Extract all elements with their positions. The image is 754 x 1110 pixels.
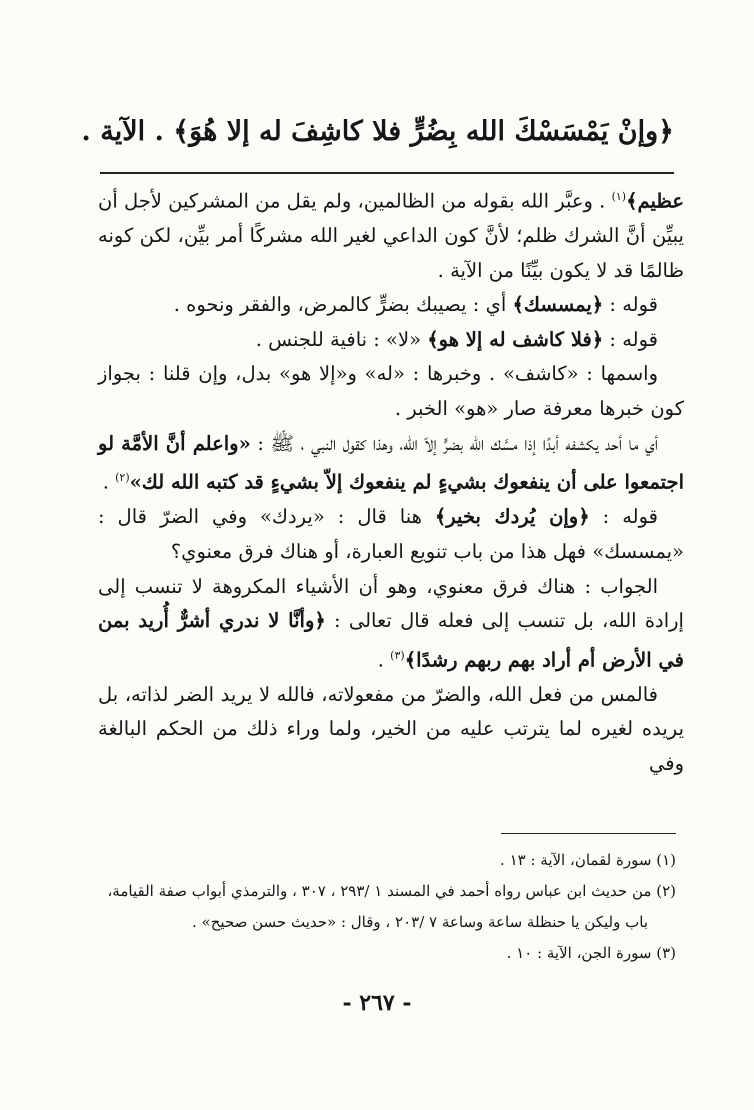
- footnote-ref: (٣): [390, 648, 405, 662]
- paragraph-text: قوله :: [589, 505, 659, 529]
- quote: ﴿وأنَّا لا ندري أشرٌّ أُريد بمن في الأرض أم أراد بهم ربهم رشدًا﴾: [98, 609, 684, 672]
- paragraph-7: [98, 570, 684, 678]
- footnote: [94, 938, 676, 969]
- footnote-number: (٢): [656, 882, 676, 900]
- quote: ﴿فلا كاشف له إلا هو﴾: [427, 327, 604, 351]
- paragraph-6: [98, 500, 684, 569]
- footnote-text: سورة الجن، الآية : ١٠ .: [506, 944, 652, 962]
- header-divider: [100, 172, 674, 174]
- quote: ﴿وإن يُردك بخير﴾: [434, 505, 590, 529]
- paragraph-text: . وعبَّر الله بقوله من الظالمين، ولم يقل من المشركين لأجل أن يبيِّن أنَّ الشرك ظلم؛ لأنَّ كون الداعي لغير الله مشركًا أمر بيِّن، لكن كونه ظالمًا قد لا يكون بيِّنًا من الآية .: [98, 189, 684, 282]
- paragraph-8: فالمس من فعل الله، والضرّ من مفعولاته، فالله لا يريد الضر لذاته، بل يريده لغيره لما يترتب عليه من الخير، ولما وراء ذلك من الحكم البالغة وفي: [98, 682, 684, 775]
- paragraph-3: [98, 323, 684, 358]
- footnote: [94, 876, 676, 907]
- footnote-ref: (١): [611, 190, 627, 203]
- footnote-text: سورة لقمان، الآية : ١٣ .: [500, 851, 652, 869]
- paragraph-2: [98, 288, 684, 323]
- paragraph-text: قوله :: [603, 327, 658, 351]
- paragraph-text: الجواب : هناك فرق معنوي، وهو أن الأشياء المكروهة لا تنسب إلى إرادة الله، بل تنسب إلى فعله قال تعالى :: [98, 574, 684, 633]
- paragraph-text: .: [102, 470, 116, 494]
- paragraph-text: «لا» : نافية للجنس .: [255, 327, 428, 351]
- footnotes: [94, 845, 676, 969]
- paragraph-4: واسمها : «كاشف» . وخبرها : «له» و«إلا هو» بدل، وإن قلنا : بجواز كون خبرها معرفة صار «هو» الخبر .: [98, 362, 684, 421]
- paragraph-text: أي : يصيبك بضرٍّ كالمرض، والفقر ونحوه .: [173, 293, 513, 317]
- page-number: - ٢٦٧ -: [342, 990, 412, 1016]
- paragraph-text: هنا قال : «يردك» وفي الضرّ قال : «يمسسك» فهل هذا من باب تنويع العبارة، أو هناك فرق معنوي؟: [98, 505, 684, 563]
- header-verse: ﴿وإنْ يَمْسَسْكَ الله بِضُرٍّ فلا كاشِفَ له إلا هُوَ﴾ . الآية .: [81, 116, 674, 147]
- paragraph-text: قوله :: [603, 293, 658, 317]
- footnote: [94, 845, 676, 876]
- hadith-quote: «واعلم أنَّ الأمَّة لو اجتمعوا على أن ينفعوك بشيءٍ لم ينفعوك إلاّ بشيءٍ قد كتبه الله لك»: [98, 431, 684, 494]
- quote: ﴿يمسسك﴾: [512, 293, 604, 317]
- footnote-number: (١): [656, 851, 676, 869]
- paragraph-text: أي ما أحد يكشفه أبدًا إذا مسَّك الله بضرٍّ إلاّ الله، وهذا كقول النبي ، ﷺ :: [250, 431, 659, 455]
- footnote-text: باب وليكن يا حنظلة ساعة وساعة ٧ /٢٠٣ ، وقال : «حديث حسن صحيح» .: [192, 913, 648, 931]
- footnote-text: من حديث ابن عباس رواه أحمد في المسند ١ /٢٩٣ ، ٣٠٧ ، والترمذي أبواب صفة القيامة،: [107, 882, 652, 900]
- quote: عظيم﴾: [626, 189, 684, 213]
- footnote-ref: (٢): [115, 471, 130, 485]
- paragraph-text: .: [377, 648, 391, 672]
- footnote-number: (٣): [656, 944, 676, 962]
- paragraph-5: [98, 427, 684, 501]
- footnote-continuation: [94, 907, 676, 938]
- paragraph-1: [98, 180, 684, 288]
- body-text: [98, 180, 684, 782]
- footnote-divider: [501, 833, 676, 834]
